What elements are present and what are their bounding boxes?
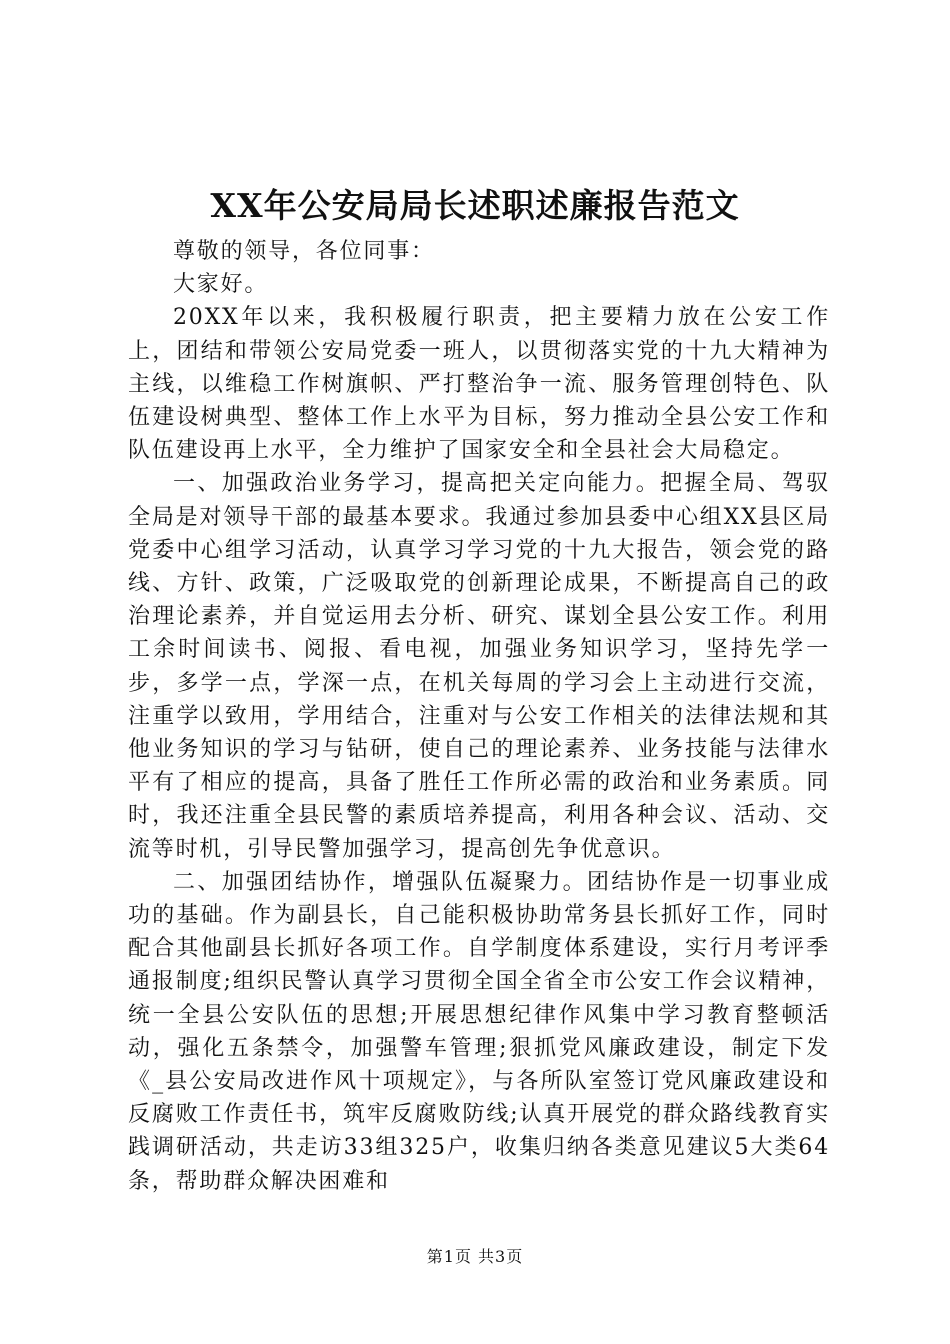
section-two-paragraph: 二、加强团结协作，增强队伍凝聚力。团结协作是一切事业成功的基础。作为副县长，自己能积极协助常务县长抓好工作，同时配合其他副县长抓好各项工作。自学制度体系建设，实行月考评季通报制度;组织民警认真学习贯彻全国全省全市公安工作会议精神，统一全县公安队伍的思想;开展思想纪律作风集中学习教育整顿活动，强化五条禁令，加强警车管理;狠抓党风廉政建设，制定下发《_县公安局改进作风十项规定》，与各所队室签订党风廉政建设和反腐败工作责任书，筑牢反腐败防线;认真开展党的群众路线教育实践调研活动，共走访33组325户，收集归纳各类意见建议5大类64条，帮助群众解决困难和 bbox=[128, 869, 830, 1194]
intro-paragraph: 20XX年以来，我积极履行职责，把主要精力放在公安工作上，团结和带领公安局党委一班人，以贯彻落实党的十九大精神为主线，以维稳工作树旗帜、严打整治争一流、服务管理创特色、队伍建设树典型、整体工作上水平为目标，努力推动全县公安工作和队伍建设再上水平，全力维护了国家安全和全县社会大局稳定。 bbox=[128, 305, 830, 464]
greeting: 大家好。 bbox=[173, 272, 269, 298]
document-title: XX年公安局局长述职述廉报告范文 bbox=[210, 186, 740, 225]
salutation: 尊敬的领导，各位同事： bbox=[173, 239, 435, 264]
page-number-footer: 第1页 共3页 bbox=[426, 1247, 524, 1266]
document-body bbox=[128, 235, 830, 1198]
section-one-paragraph: 一、加强政治业务学习，提高把关定向能力。把握全局、驾驭全局是对领导干部的最基本要求。我通过参加县委中心组XX县区局党委中心组学习活动，认真学习学习党的十九大报告，领会党的路线、方针、政策，广泛吸取党的创新理论成果，不断提高自己的政治理论素养，并自觉运用去分析、研究、谋划全县公安工作。利用工余时间读书、阅报、看电视，加强业务知识学习，坚持先学一步，多学一点，学深一点，在机关每周的学习会上主动进行交流，注重学以致用，学用结合，注重对与公安工作相关的法律法规和其他业务知识的学习与钻研，使自己的理论素养、业务技能与法律水平有了相应的提高，具备了胜任工作所必需的政治和业务素质。同时，我还注重全县民警的素质培养提高，利用各种会议、活动、交流等时机，引导民警加强学习，提高创先争优意识。 bbox=[128, 471, 830, 862]
